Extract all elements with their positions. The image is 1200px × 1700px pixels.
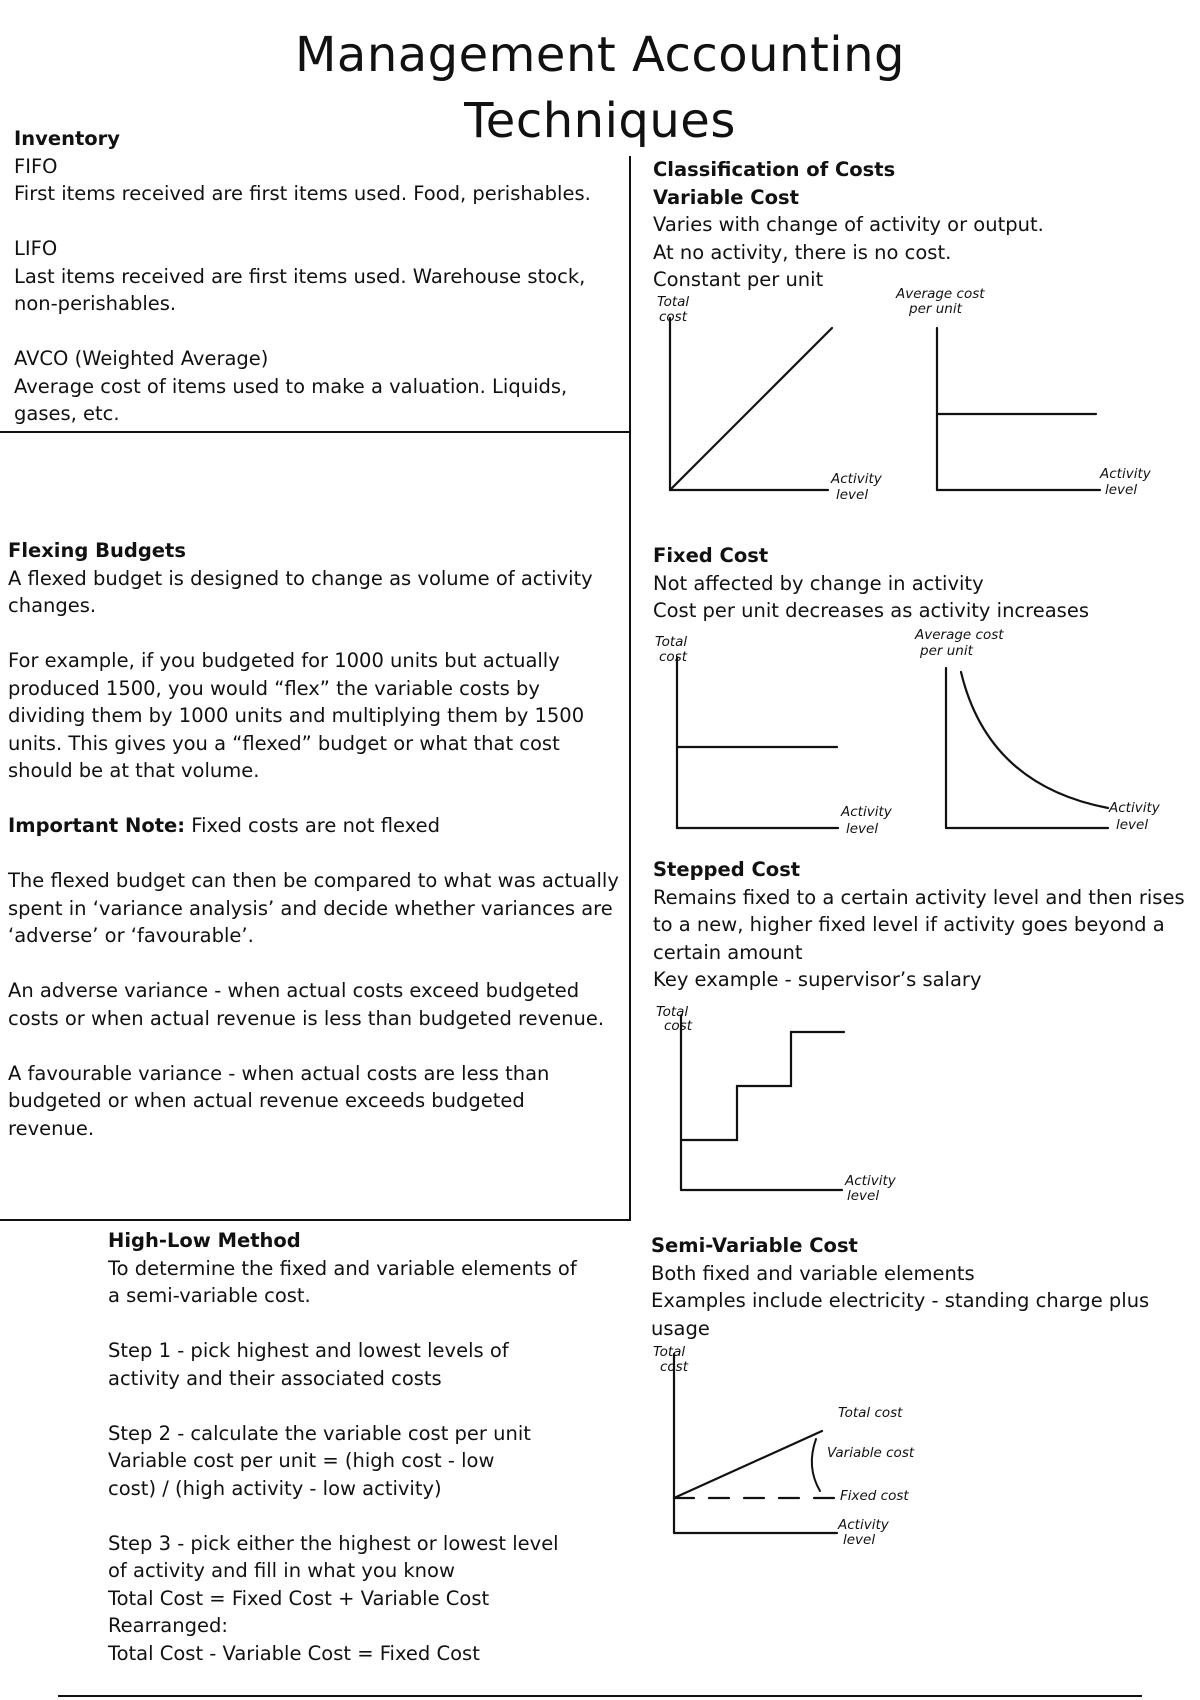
label-level: level bbox=[843, 1532, 876, 1548]
total-cost-line bbox=[674, 1431, 822, 1498]
label-level: level bbox=[846, 821, 879, 837]
label-activity: Activity bbox=[1109, 800, 1160, 816]
fixed-average-graph bbox=[946, 668, 1108, 828]
label-cost: cost bbox=[659, 309, 688, 325]
highlow-rearranged: Rearranged: bbox=[108, 1614, 228, 1637]
avco-text: Average cost of items used to make a valuation. Liquids, gases, etc. bbox=[14, 374, 568, 425]
label-activity: Activity bbox=[831, 471, 882, 487]
label-total: Total bbox=[653, 1344, 686, 1360]
variable-average-graph bbox=[937, 328, 1100, 490]
label-total: Total bbox=[656, 1004, 689, 1020]
fixed-line1: Not affected by change in activity bbox=[653, 571, 984, 595]
flexing-note-text: Fixed costs are not flexed bbox=[185, 814, 440, 837]
variable-line1: Varies with change of activity or output. bbox=[653, 213, 1044, 236]
label-per-unit: per unit bbox=[909, 301, 962, 317]
highlow-step2-formula: Variable cost per unit = (high cost - low cost) / (high activity - low activity) bbox=[108, 1449, 495, 1500]
semi-heading: Semi-Variable Cost bbox=[651, 1234, 858, 1257]
label-level: level bbox=[836, 487, 869, 503]
highlow-intro: To determine the fixed and variable elements of a semi-variable cost. bbox=[108, 1256, 577, 1307]
fifo-title: FIFO bbox=[14, 154, 58, 178]
flexing-p4: An adverse variance - when actual costs exceed budgeted costs or when actual revenue is less than budgeted revenue. bbox=[8, 979, 605, 1030]
stepped-line2: Key example - supervisor’s salary bbox=[653, 968, 982, 991]
label-cost: cost bbox=[659, 649, 688, 665]
lifo-text: Last items received are first items used. Warehouse stock, non-perishables. bbox=[14, 264, 586, 315]
label-level: level bbox=[1105, 482, 1138, 498]
flexing-p5: A favourable variance - when actual costs are less than budgeted or when actual revenue exceeds budgeted revenue. bbox=[8, 1061, 550, 1140]
fixed-heading: Fixed Cost bbox=[653, 544, 769, 567]
fixed-line2: Cost per unit decreases as activity increases bbox=[653, 599, 1089, 622]
highlow-step1: Step 1 - pick highest and lowest levels of activity and their associated costs bbox=[108, 1339, 509, 1390]
highlow-heading: High-Low Method bbox=[108, 1229, 301, 1252]
label-fixed-cost: Fixed cost bbox=[840, 1488, 909, 1504]
flexing-p2: For example, if you budgeted for 1000 units but actually produced 1500, you would “flex” the variable costs by dividing them by 1000 units and multiplying them by 1500 units. This gives you a “flexed” budget or what that cost should be at that volume. bbox=[8, 649, 585, 782]
semi-line2: Examples include electricity - standing charge plus usage bbox=[651, 1289, 1150, 1340]
label-activity: Activity bbox=[838, 1517, 889, 1533]
label-total: Total bbox=[657, 294, 690, 310]
avco-title: AVCO (Weighted Average) bbox=[14, 347, 269, 370]
inventory-heading: Inventory bbox=[14, 127, 121, 150]
label-activity: Activity bbox=[1100, 466, 1151, 482]
label-level: level bbox=[1116, 817, 1149, 833]
stepped-graph bbox=[681, 1016, 844, 1190]
variable-line2: At no activity, there is no cost. bbox=[653, 240, 952, 264]
label-average-cost: Average cost bbox=[915, 627, 1004, 643]
highlow-step3: Step 3 - pick either the highest or lowest level of activity and fill in what you know bbox=[108, 1531, 559, 1582]
label-total: Total bbox=[655, 634, 688, 650]
stepped-heading: Stepped Cost bbox=[653, 858, 801, 881]
page-title: Management Accounting Techniques bbox=[295, 27, 905, 149]
label-per-unit: per unit bbox=[920, 643, 973, 659]
label-activity: Activity bbox=[845, 1173, 896, 1189]
label-variable-cost: Variable cost bbox=[827, 1445, 915, 1461]
label-cost: cost bbox=[660, 1359, 689, 1375]
label-level: level bbox=[847, 1188, 880, 1204]
variable-line3: Constant per unit bbox=[653, 268, 824, 291]
lifo-title: LIFO bbox=[14, 237, 58, 260]
flexing-note-label: Important Note: bbox=[8, 814, 186, 837]
flexing-p3: The flexed budget can then be compared to what was actually spent in ‘variance analysis’ and decide whether variances are ‘adverse’ or ‘favourable’. bbox=[8, 869, 619, 947]
stepped-cost-line bbox=[681, 1032, 844, 1140]
label-activity: Activity bbox=[841, 804, 892, 820]
fixed-total-graph bbox=[677, 658, 838, 828]
semi-line1: Both fixed and variable elements bbox=[651, 1261, 975, 1285]
highlow-formula2: Total Cost - Variable Cost = Fixed Cost bbox=[108, 1641, 480, 1665]
fifo-text: First items received are first items used. Food, perishables. bbox=[14, 182, 591, 205]
flexing-heading: Flexing Budgets bbox=[8, 539, 186, 562]
stepped-line1: Remains fixed to a certain activity level and then rises to a new, higher fixed level if activity goes beyond a certain amount bbox=[653, 885, 1185, 964]
average-cost-curve bbox=[961, 672, 1108, 808]
variable-heading: Variable Cost bbox=[653, 185, 799, 209]
highlow-step2: Step 2 - calculate the variable cost per unit bbox=[108, 1421, 531, 1445]
semi-variable-graph bbox=[674, 1354, 837, 1533]
label-average-cost: Average cost bbox=[896, 286, 985, 302]
label-total-cost: Total cost bbox=[838, 1405, 903, 1421]
total-cost-line bbox=[670, 328, 832, 490]
classification-heading: Classification of Costs bbox=[653, 158, 896, 181]
variable-cost-arc bbox=[812, 1439, 820, 1491]
variable-total-graph bbox=[670, 318, 832, 490]
highlow-formula1: Total Cost = Fixed Cost + Variable Cost bbox=[108, 1586, 490, 1610]
label-cost: cost bbox=[664, 1018, 693, 1034]
flexing-p1: A flexed budget is designed to change as volume of activity changes. bbox=[8, 566, 593, 617]
